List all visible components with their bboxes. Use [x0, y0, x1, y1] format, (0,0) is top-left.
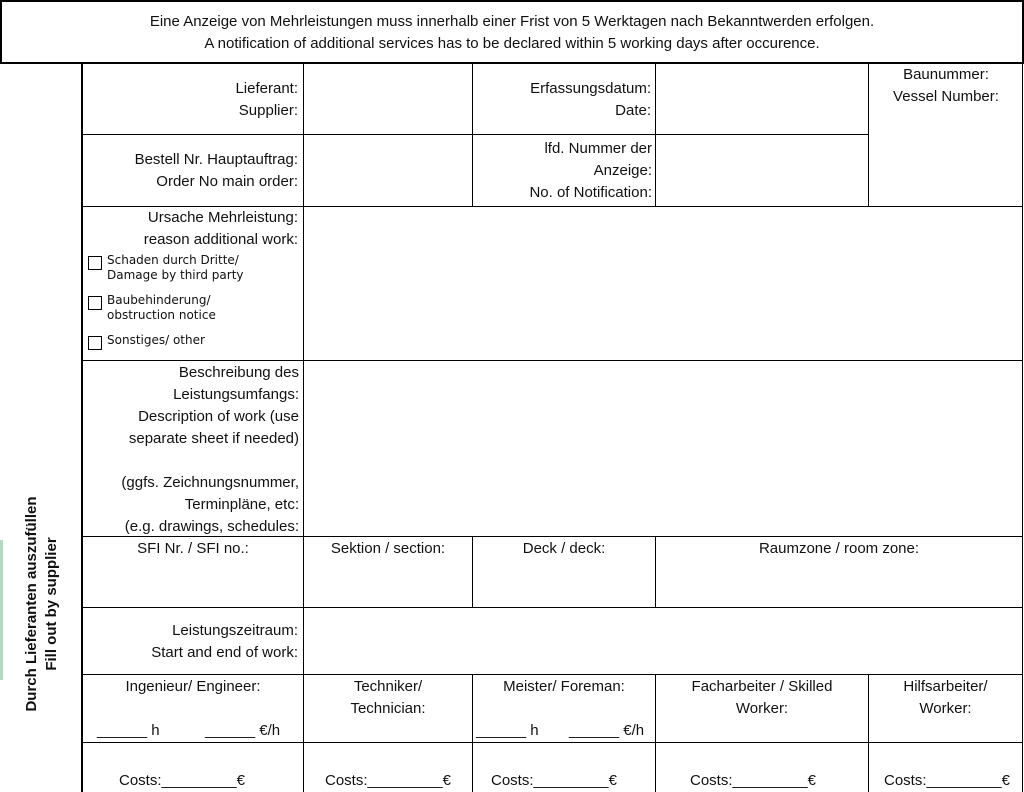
notification-label-1: lfd. Nummer der [544, 140, 652, 157]
description-label [90, 362, 299, 538]
option-label-1: Schaden durch Dritte/ [107, 253, 239, 267]
desc-line: Terminpläne, etc: [184, 496, 299, 513]
reason-option-obstruction[interactable] [88, 293, 216, 323]
reason-label-en: reason additional work: [143, 231, 298, 248]
reason-label [90, 207, 298, 251]
cost-label: Costs: [884, 772, 927, 789]
desc-line: (e.g. drawings, schedules: [124, 518, 299, 535]
period-label [90, 620, 298, 664]
skilled-label-2: Worker: [735, 700, 789, 717]
reason-field[interactable] [304, 207, 1022, 360]
cost-helper[interactable] [884, 770, 1010, 792]
cost-foreman[interactable] [491, 770, 617, 792]
order-label [90, 149, 298, 193]
vessel-label [870, 64, 1022, 108]
cost-label: Costs: [690, 772, 733, 789]
technician-label [304, 676, 472, 720]
option-label-2: obstruction notice [107, 308, 216, 322]
order-label-en: Order No main order: [156, 173, 298, 190]
roomzone-label: Raumzone / room zone: [758, 540, 920, 557]
vessel-label-en: Vessel Number: [893, 88, 999, 105]
currency: € [807, 772, 816, 789]
technician-label-1: Techniker/ [353, 678, 423, 695]
period-label-de: Leistungszeitraum: [172, 622, 298, 639]
option-label-2: Damage by third party [107, 268, 244, 282]
supplier-label-de: Lieferant: [235, 80, 298, 97]
vessel-label-de: Baunummer: [903, 66, 989, 83]
option-label-1: Sonstiges/ other [107, 333, 205, 347]
edge-mark [0, 540, 3, 680]
period-label-en: Start and end of work: [151, 644, 298, 661]
checkbox[interactable] [88, 336, 102, 350]
currency: € [236, 772, 245, 789]
desc-line: Leistungsumfangs: [173, 386, 299, 403]
notice-english: A notification of additional services has to be declared within 5 working days after occurence. [204, 35, 820, 52]
helper-label [869, 676, 1022, 720]
side-label-en: Fill out by supplier [43, 537, 60, 671]
cost-technician[interactable] [325, 770, 451, 792]
date-label [476, 78, 651, 122]
date-label-de: Erfassungsdatum: [530, 80, 651, 97]
checkbox[interactable] [88, 256, 102, 270]
reason-option-other[interactable] [88, 333, 205, 350]
vessel-field[interactable] [869, 110, 1022, 206]
desc-line: Description of work (use [138, 408, 299, 425]
cost-blank: _________ [533, 772, 609, 789]
engineer-rate[interactable]: ______ €/h [205, 722, 281, 739]
currency: € [1001, 772, 1010, 789]
helper-label-1: Hilfsarbeiter/ [903, 678, 988, 695]
cost-blank: _________ [161, 772, 237, 789]
header-notice [0, 2, 1024, 62]
notification-label-2: Anzeige: [593, 162, 652, 179]
desc-spacer [90, 450, 299, 472]
checkbox[interactable] [88, 296, 102, 310]
notification-field[interactable] [656, 135, 868, 206]
helper-label-2: Worker: [919, 700, 972, 717]
engineer-label: Ingenieur/ Engineer: [125, 678, 261, 695]
side-label [4, 64, 80, 792]
section-label: Sektion / section: [330, 540, 446, 557]
currency: € [608, 772, 617, 789]
supplier-label-en: Supplier: [238, 102, 298, 119]
notification-label [476, 138, 652, 204]
date-label-en: Date: [615, 102, 651, 119]
skilled-label [656, 676, 868, 720]
cost-label: Costs: [491, 772, 534, 789]
date-field[interactable] [656, 64, 868, 134]
cost-label: Costs: [325, 772, 368, 789]
side-label-de: Durch Lieferanten auszufüllen [23, 496, 40, 712]
description-field[interactable] [304, 361, 1022, 536]
cost-blank: _________ [926, 772, 1002, 789]
engineer-hours[interactable]: ______ h [97, 722, 160, 739]
supplier-label [90, 78, 298, 122]
notification-label-3: No. of Notification: [529, 184, 652, 201]
sfi-label: SFI Nr. / SFI no.: [137, 540, 249, 557]
desc-line: Beschreibung des [178, 364, 299, 381]
cost-blank: _________ [367, 772, 443, 789]
supplier-field[interactable] [304, 64, 472, 134]
order-field[interactable] [304, 135, 472, 206]
foreman-hours[interactable]: ______ h [476, 722, 539, 739]
cost-skilled[interactable] [690, 770, 816, 792]
reason-label-de: Ursache Mehrleistung: [147, 209, 298, 226]
cost-blank: _________ [732, 772, 808, 789]
border-right [1022, 63, 1023, 792]
option-label-1: Baubehinderung/ [107, 293, 211, 307]
border-left-top [0, 0, 2, 62]
technician-label-2: Technician: [350, 700, 426, 717]
skilled-label-1: Facharbeiter / Skilled [691, 678, 833, 695]
reason-option-third-party[interactable] [88, 253, 244, 283]
currency: € [442, 772, 451, 789]
deck-label: Deck / deck: [522, 540, 606, 557]
desc-line: (ggfs. Zeichnungsnummer, [121, 474, 299, 491]
desc-line: separate sheet if needed) [128, 430, 299, 447]
cost-label: Costs: [119, 772, 162, 789]
period-field[interactable] [304, 608, 1022, 674]
notice-german: Eine Anzeige von Mehrleistungen muss innerhalb einer Frist von 5 Werktagen nach Bekanntwerden erfolgen. [149, 13, 875, 30]
foreman-label: Meister/ Foreman: [503, 678, 625, 695]
cost-engineer[interactable] [119, 770, 245, 792]
foreman-rate[interactable]: ______ €/h [569, 722, 645, 739]
order-label-de: Bestell Nr. Hauptauftrag: [134, 151, 298, 168]
